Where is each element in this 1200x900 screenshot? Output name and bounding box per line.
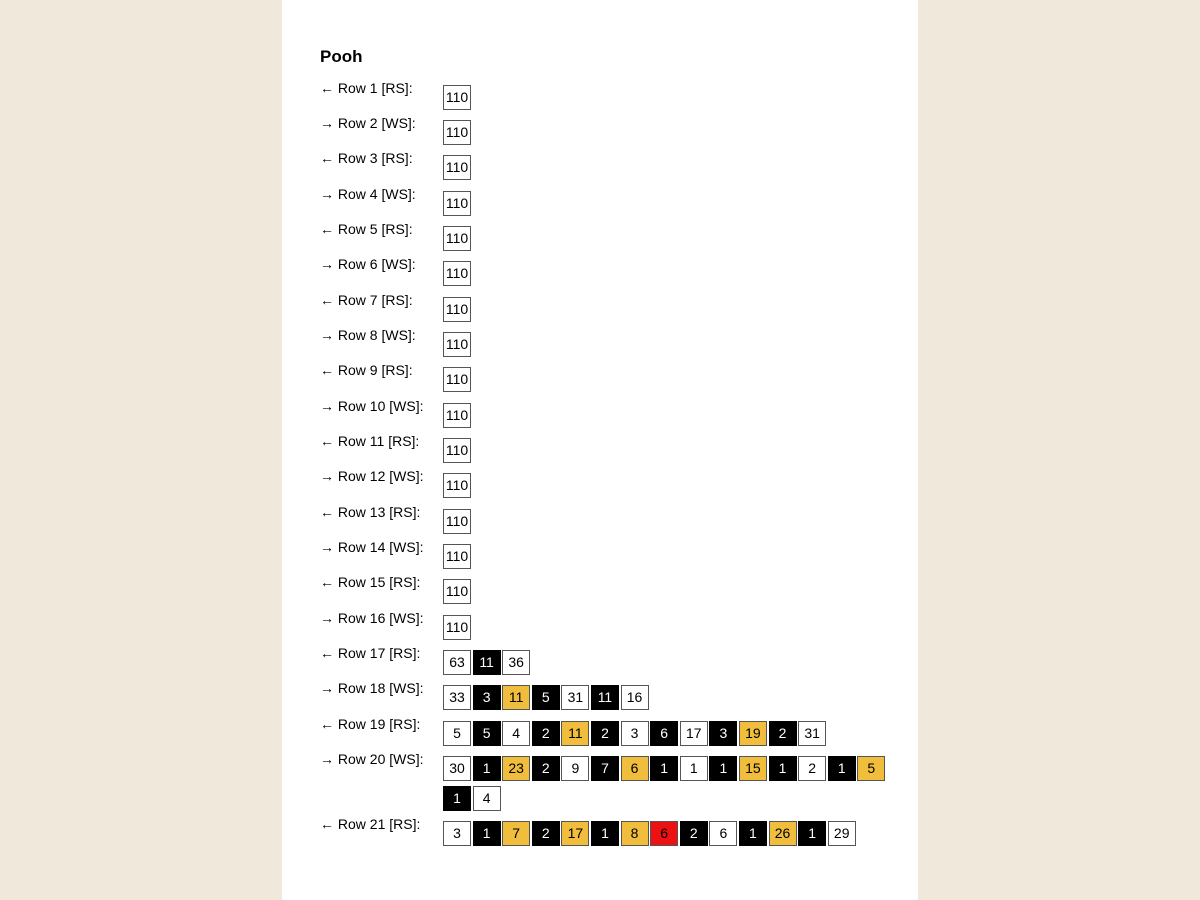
stitch-count-cell: 1: [650, 756, 678, 781]
stitch-count-cell: 1: [443, 786, 471, 811]
stitch-count-cell: 2: [680, 821, 708, 846]
row-cells: [443, 297, 893, 322]
stitch-count-cell: 31: [798, 721, 826, 746]
stitch-count-cell: 2: [798, 756, 826, 781]
row-label: → Row 2 [WS]:: [320, 115, 416, 131]
stitch-count-cell: 11: [473, 650, 501, 675]
stitch-count-cell: 6: [650, 821, 678, 846]
stitch-count-cell: 110: [443, 191, 471, 216]
row-label: ← Row 5 [RS]:: [320, 221, 413, 237]
stitch-count-cell: 23: [502, 756, 530, 781]
stitch-count-cell: 7: [591, 756, 619, 781]
row-label: ← Row 3 [RS]:: [320, 150, 413, 166]
stitch-count-cell: 5: [532, 685, 560, 710]
row-label: ← Row 19 [RS]:: [320, 716, 421, 732]
row-label: → Row 12 [WS]:: [320, 468, 424, 484]
row-cells: [443, 650, 893, 675]
stitch-count-cell: 11: [591, 685, 619, 710]
stitch-count-cell: 3: [621, 721, 649, 746]
row-cells: [443, 191, 893, 216]
stitch-count-cell: 110: [443, 297, 471, 322]
stitch-count-cell: 110: [443, 85, 471, 110]
stitch-count-cell: 31: [561, 685, 589, 710]
stitch-count-cell: 3: [473, 685, 501, 710]
stitch-count-cell: 11: [561, 721, 589, 746]
stitch-count-cell: 1: [739, 821, 767, 846]
row-cells: [443, 226, 893, 251]
stitch-count-cell: 1: [828, 756, 856, 781]
stitch-count-cell: 19: [739, 721, 767, 746]
row-label: ← Row 9 [RS]:: [320, 362, 413, 378]
stitch-count-cell: 1: [473, 756, 501, 781]
stitch-count-cell: 110: [443, 367, 471, 392]
row-label: → Row 18 [WS]:: [320, 680, 424, 696]
stitch-count-cell: 17: [561, 821, 589, 846]
stitch-count-cell: 5: [443, 721, 471, 746]
stitch-count-cell: 110: [443, 579, 471, 604]
row-cells: [443, 155, 893, 180]
stitch-count-cell: 2: [532, 756, 560, 781]
stitch-count-cell: 110: [443, 120, 471, 145]
stitch-count-cell: 1: [709, 756, 737, 781]
stitch-count-cell: 2: [532, 721, 560, 746]
row-cells: [443, 438, 893, 463]
row-label: ← Row 21 [RS]:: [320, 816, 421, 832]
row-label: → Row 8 [WS]:: [320, 327, 416, 343]
stitch-count-cell: 110: [443, 332, 471, 357]
stitch-count-cell: 110: [443, 261, 471, 286]
stitch-count-cell: 3: [443, 821, 471, 846]
stitch-count-cell: 26: [769, 821, 797, 846]
row-cells: [443, 85, 893, 110]
stitch-count-cell: 5: [473, 721, 501, 746]
row-label: ← Row 1 [RS]:: [320, 80, 413, 96]
row-label: → Row 16 [WS]:: [320, 610, 424, 626]
row-label: ← Row 11 [RS]:: [320, 433, 420, 449]
stitch-count-cell: 2: [532, 821, 560, 846]
row-label: ← Row 13 [RS]:: [320, 504, 421, 520]
stitch-count-cell: 110: [443, 544, 471, 569]
row-cells: [443, 615, 893, 640]
stitch-count-cell: 2: [769, 721, 797, 746]
stitch-count-cell: 36: [502, 650, 530, 675]
stitch-count-cell: 3: [709, 721, 737, 746]
stitch-count-cell: 110: [443, 615, 471, 640]
stitch-count-cell: 33: [443, 685, 471, 710]
row-cells: [443, 332, 893, 357]
stitch-count-cell: 1: [473, 821, 501, 846]
stitch-count-cell: 63: [443, 650, 471, 675]
row-cells: [443, 544, 893, 569]
stitch-count-cell: 6: [709, 821, 737, 846]
stitch-count-cell: 15: [739, 756, 767, 781]
row-cells: [443, 579, 893, 604]
row-label: → Row 10 [WS]:: [320, 398, 424, 414]
stitch-count-cell: 5: [857, 756, 885, 781]
row-cells: [443, 120, 893, 145]
stitch-count-cell: 29: [828, 821, 856, 846]
row-cells: [443, 473, 893, 498]
row-cells: [443, 403, 893, 428]
stitch-count-cell: 2: [591, 721, 619, 746]
row-label: → Row 4 [WS]:: [320, 186, 416, 202]
stitch-count-cell: 1: [798, 821, 826, 846]
stitch-count-cell: 1: [591, 821, 619, 846]
stitch-count-cell: 4: [502, 721, 530, 746]
row-cells: [443, 821, 893, 846]
stitch-count-cell: 1: [769, 756, 797, 781]
stitch-count-cell: 4: [473, 786, 501, 811]
stitch-count-cell: 6: [650, 721, 678, 746]
stitch-count-cell: 17: [680, 721, 708, 746]
row-cells: [443, 261, 893, 286]
row-cells: [443, 509, 893, 534]
stitch-count-cell: 110: [443, 226, 471, 251]
stitch-count-cell: 110: [443, 509, 471, 534]
pattern-page: [282, 0, 918, 900]
stitch-count-cell: 30: [443, 756, 471, 781]
row-label: → Row 14 [WS]:: [320, 539, 424, 555]
row-cells: [443, 685, 893, 710]
row-label: → Row 6 [WS]:: [320, 256, 416, 272]
page-title: Pooh: [320, 47, 363, 66]
stitch-count-cell: 16: [621, 685, 649, 710]
stitch-count-cell: 110: [443, 155, 471, 180]
row-label: ← Row 15 [RS]:: [320, 574, 421, 590]
row-cells: [443, 367, 893, 392]
stitch-count-cell: 110: [443, 403, 471, 428]
row-label: → Row 20 [WS]:: [320, 751, 424, 767]
row-cells: [443, 721, 893, 746]
stitch-count-cell: 8: [621, 821, 649, 846]
stitch-count-cell: 7: [502, 821, 530, 846]
row-label: ← Row 7 [RS]:: [320, 292, 413, 308]
stitch-count-cell: 110: [443, 438, 471, 463]
stitch-count-cell: 11: [502, 685, 530, 710]
row-label: ← Row 17 [RS]:: [320, 645, 421, 661]
stitch-count-cell: 110: [443, 473, 471, 498]
row-cells: [443, 756, 893, 811]
stitch-count-cell: 6: [621, 756, 649, 781]
stitch-count-cell: 9: [561, 756, 589, 781]
stitch-count-cell: 1: [680, 756, 708, 781]
